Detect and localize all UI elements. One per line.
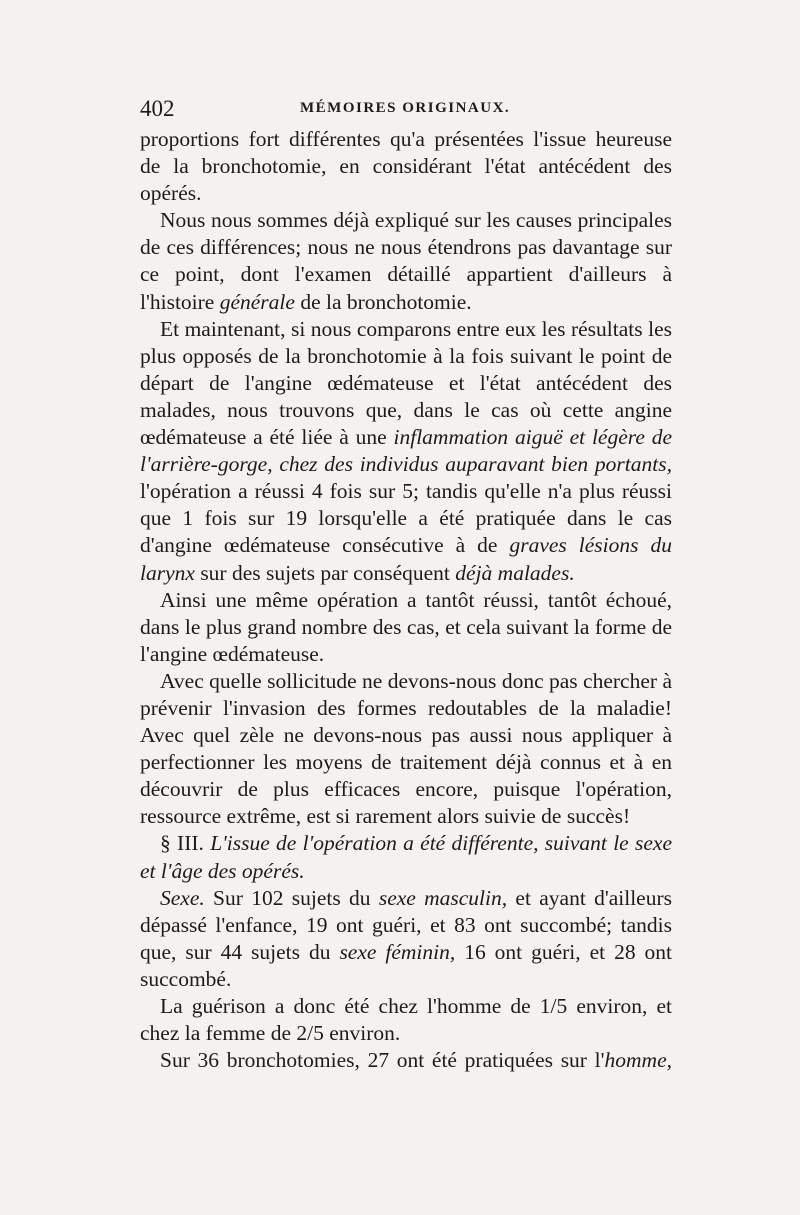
- p3-text-a: Et maintenant, si nous comparons entre eux les résultats les plus opposés de la bronchotomie à la fois suivant le point de départ de l'angine œdémateuse et l'état antécédent des malades, nous trouvons que, dans le cas où cette angine œdémateuse a été liée à une: [140, 316, 672, 450]
- page-number: 402: [140, 96, 175, 121]
- p9-italic-b: homme,: [604, 1048, 672, 1073]
- p2-italic-b: générale: [219, 289, 295, 314]
- paragraph-7: [140, 885, 672, 993]
- section-title: L'issue de l'opération a été différente, suivant le sexe et l'âge des opérés.: [140, 831, 672, 883]
- p3-text-e: sur des sujets par conséquent: [194, 560, 456, 585]
- p2-text-c: de la bronchotomie.: [294, 289, 472, 314]
- p7-italic-c: sexe masculin,: [378, 885, 508, 910]
- p7-text-f: 16 ont guéri, et 28 ont succombé.: [140, 939, 672, 991]
- p3-italic-b: inflammation aiguë et légère de l'arrière-gorge, chez des individus auparavant bien portants,: [140, 425, 673, 477]
- paragraph-4: [140, 587, 672, 668]
- p4-text: Ainsi une même opération a tantôt réussi, tantôt échoué, dans le plus grand nombre des cas, et cela suivant la forme de l'angine œdémateuse.: [140, 587, 672, 666]
- paragraph-5: [140, 668, 672, 831]
- p7-text-d: et ayant d'ailleurs dépassé l'enfance, 19 ont guéri, et 83 ont succombé; tandis que, sur 44 sujets du: [140, 885, 672, 964]
- page-header: [140, 96, 670, 122]
- p7-italic-e: sexe féminin,: [339, 939, 456, 964]
- p8-text: La guérison a donc été chez l'homme de 1/5 environ, et chez la femme de 2/5 environ.: [140, 994, 672, 1046]
- paragraph-1: [140, 126, 672, 207]
- running-title: MÉMOIRES ORIGINAUX.: [300, 100, 511, 116]
- p7-text-b: Sur 102 sujets du: [204, 885, 379, 910]
- paragraph-9: [140, 1047, 672, 1074]
- p5-text: Avec quelle sollicitude ne devons-nous donc pas chercher à prévenir l'invasion des formes redoutables de la maladie! Avec quel zèle ne devons-nous pas aussi nous appliquer à perfectionner les moyens de traitement déjà connus et à en découvrir de plus efficaces encore, puisque l'opération, ressource extrême, est si rarement alors suivie de succès!: [140, 668, 672, 829]
- paragraph-3: [140, 316, 672, 587]
- section-heading: [140, 830, 672, 884]
- p2-text-a: Nous nous sommes déjà expliqué sur les causes principales de ces différences; nous ne nous étendrons pas davantage sur ce point, dont l'examen détaillé appartient d'ailleurs à l'histoire: [140, 208, 672, 314]
- paragraph-8: [140, 993, 672, 1047]
- body-text: [140, 126, 672, 1074]
- section-number: § III.: [160, 831, 211, 856]
- p3-italic-f: déjà malades.: [455, 560, 575, 585]
- p9-text-a: Sur 36 bronchotomies, 27 ont été pratiquées sur l': [160, 1048, 605, 1073]
- p7-italic-a: Sexe.: [160, 885, 205, 910]
- p1-text: proportions fort différentes qu'a présentées l'issue heureuse de la bronchotomie, en considérant l'état antécédent des opérés.: [140, 127, 672, 206]
- p3-italic-d: graves lésions du larynx: [140, 533, 673, 585]
- paragraph-2: [140, 207, 672, 315]
- p3-text-c: l'opération a réussi 4 fois sur 5; tandis qu'elle n'a plus réussi que 1 fois sur 19 lorsqu'elle a été pratiquée dans le cas d'angine œdémateuse consécutive à de: [140, 479, 672, 558]
